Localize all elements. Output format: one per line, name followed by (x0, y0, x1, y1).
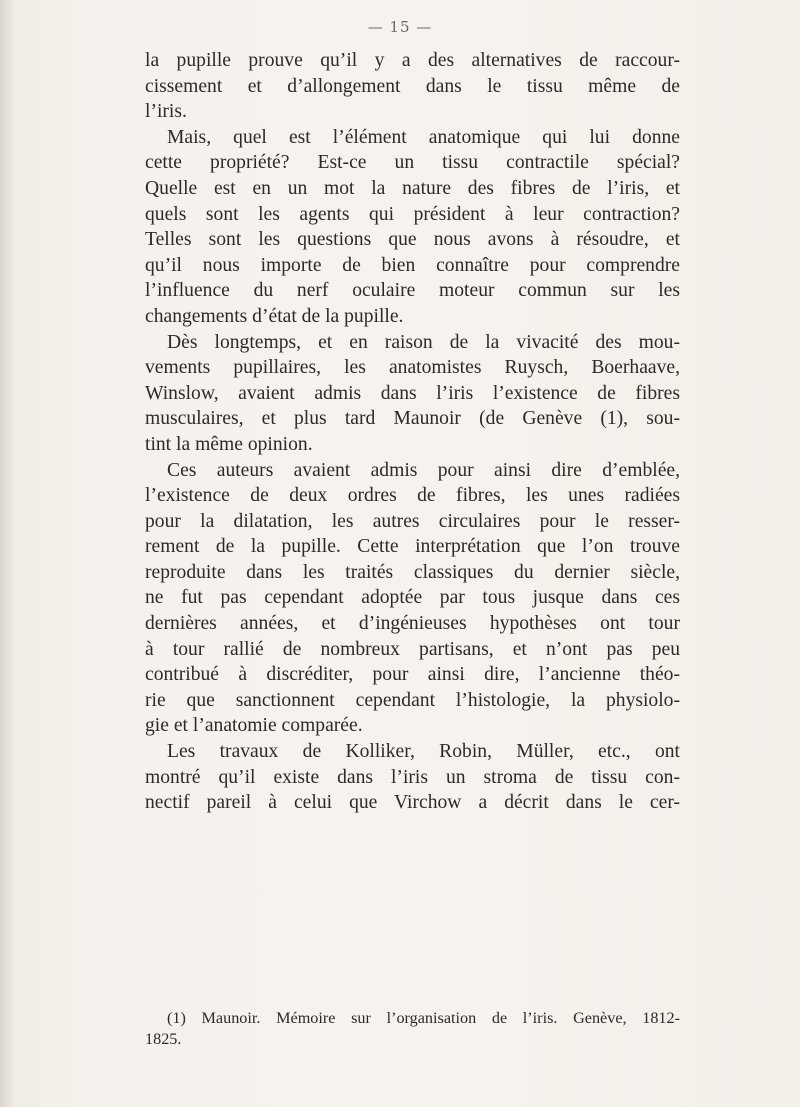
text-line: musculaires, et plus tard Maunoir (de Genève (1), sou- (145, 408, 680, 430)
footnote-line: 1825. (145, 1030, 182, 1048)
text-line: tint la même opinion. (145, 433, 313, 455)
text-line: la pupille prouve qu’il y a des alternatives de raccour- (145, 50, 680, 71)
text-line: Winslow, avaient admis dans l’iris l’existence de fibres (145, 382, 680, 404)
text-line: rie que sanctionnent cependant l’histologie, la physiolo- (145, 689, 680, 711)
footnote (145, 1008, 680, 1050)
text-line: quels sont les agents qui président à leur contraction? (145, 203, 680, 225)
text-line: montré qu’il existe dans l’iris un stroma de tissu con- (145, 766, 680, 788)
text-line: Les travaux de Kolliker, Robin, Müller, etc., ont (167, 741, 680, 763)
text-line: Dès longtemps, et en raison de la vivacité des mou- (167, 331, 680, 353)
text-line: l’influence du nerf oculaire moteur commun sur les (145, 280, 680, 302)
text-line: dernières années, et d’ingénieuses hypothèses ont tour (145, 613, 680, 635)
text-line: nectif pareil à celui que Virchow a décrit dans le cer- (145, 792, 680, 814)
text-line: Mais, quel est l’élément anatomique qui lui donne (167, 126, 680, 148)
page-number: — 15 — (367, 18, 433, 36)
text-line: changements d’état de la pupille. (145, 305, 404, 327)
text-line: Quelle est en un mot la nature des fibres de l’iris, et (145, 177, 680, 199)
text-line: ne fut pas cependant adoptée par tous jusque dans ces (145, 587, 680, 609)
text-line: cissement et d’allongement dans le tissu même de (145, 75, 680, 97)
text-line: Telles sont les questions que nous avons à résoudre, et (145, 229, 680, 251)
footnote-line: (1) Maunoir. Mémoire sur l’organisation de l’iris. Genève, 1812- (167, 1009, 680, 1027)
body-text (145, 48, 680, 816)
text-line: vements pupillaires, les anatomistes Ruysch, Boerhaave, (145, 357, 680, 379)
text-line: gie et l’anatomie comparée. (145, 715, 363, 737)
text-line: cette propriété? Est-ce un tissu contractile spécial? (145, 152, 680, 174)
text-line: l’existence de deux ordres de fibres, les unes radiées (145, 485, 680, 507)
page-edge-shadow (0, 0, 14, 1107)
text-line: pour la dilatation, les autres circulaires pour le resser- (145, 510, 680, 532)
text-line: qu’il nous importe de bien connaître pour comprendre (145, 254, 680, 276)
text-line: reproduite dans les traités classiques du dernier siècle, (145, 561, 680, 583)
text-line: rement de la pupille. Cette interprétation que l’on trouve (145, 536, 680, 558)
text-line: à tour rallié de nombreux partisans, et n’ont pas peu (145, 638, 680, 660)
text-line: Ces auteurs avaient admis pour ainsi dire d’emblée, (167, 459, 680, 481)
text-line: contribué à discréditer, pour ainsi dire, l’ancienne théo- (145, 664, 680, 686)
text-line: l’iris. (145, 101, 187, 123)
